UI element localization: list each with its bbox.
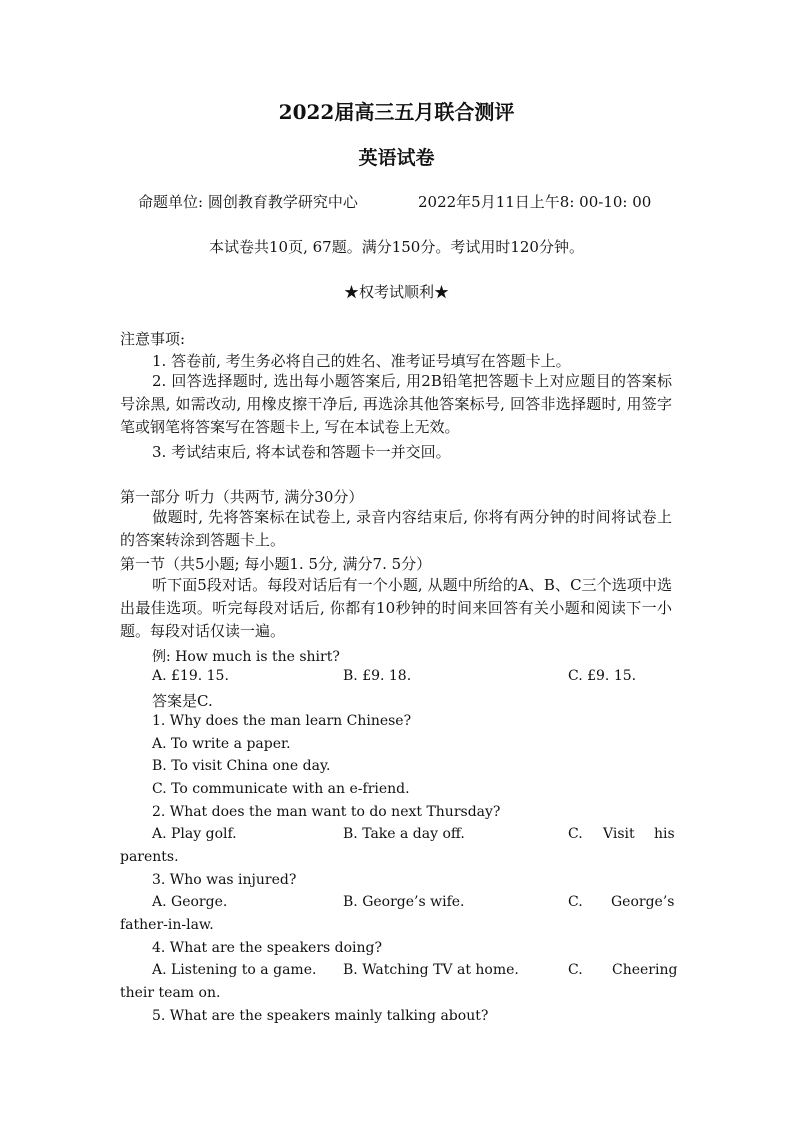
section1-intro: 听下面5段对话。每段对话后有一个小题, 从题中所给的A、B、C三个选项中选出最佳选项。听完每段对话后, 你都有10秒钟的时间来回答有关小题和阅读下一小题。每段对话仅读一遍。 [120, 576, 672, 640]
q1-option-c: C. To communicate with an e-friend. [152, 781, 410, 797]
q3-option-c-label: C. [568, 894, 583, 910]
q1-stem: 1. Why does the man learn Chinese? [152, 713, 412, 729]
example-option-b: B. £9. 18. [343, 668, 412, 684]
q4-option-b: B. Watching TV at home. [343, 962, 519, 978]
q2-option-a: A. Play golf. [152, 826, 237, 842]
exam-motto: ★权考试顺利★ [343, 283, 449, 301]
q2-option-c-word: Visit [603, 826, 635, 842]
example-question: 例: How much is the shirt? [152, 649, 340, 665]
q2-stem: 2. What does the man want to do next Thursday? [152, 804, 501, 820]
q3-stem: 3. Who was injured? [152, 872, 297, 888]
note-item-3: 3. 考试结束后, 将本试卷和答题卡一并交回。 [152, 443, 451, 461]
notes-heading: 注意事项: [120, 330, 186, 348]
q1-option-b: B. To visit China one day. [152, 758, 331, 774]
q4-option-c-word: Cheering [612, 962, 678, 978]
q2-option-c-wrap: parents. [120, 849, 179, 865]
q2-option-c-word2: his [654, 826, 675, 842]
section1-heading: 第一节（共5小题; 每小题1. 5分, 满分7. 5分） [120, 555, 432, 573]
q4-option-c-wrap: their team on. [120, 985, 221, 1001]
exam-subtitle: 英语试卷 [358, 147, 435, 169]
q3-option-c-wrap: father-in-law. [120, 917, 214, 933]
part1-intro: 做题时, 先将答案标在试卷上, 录音内容结束后, 你将有两分钟的时间将试卷上的答案转涂到答题卡上。 [120, 508, 672, 549]
q5-stem: 5. What are the speakers mainly talking about? [152, 1008, 489, 1024]
q3-option-b: B. George’s wife. [343, 894, 465, 910]
exam-organizer: 命题单位: 圆创教育教学研究中心 [138, 193, 358, 211]
q2-option-b: B. Take a day off. [343, 826, 465, 842]
q4-option-a: A. Listening to a game. [152, 962, 317, 978]
example-option-c: C. £9. 15. [568, 668, 637, 684]
q4-option-c-label: C. [568, 962, 583, 978]
exam-time: 2022年5月11日上午8: 00-10: 00 [418, 193, 652, 211]
q2-option-c-label: C. [568, 826, 583, 842]
exam-info: 本试卷共10页, 67题。满分150分。考试用时120分钟。 [209, 238, 584, 256]
q4-stem: 4. What are the speakers doing? [152, 940, 383, 956]
example-answer: 答案是C. [152, 692, 213, 710]
exam-title: 2022届高三五月联合测评 [278, 100, 515, 124]
note-item-2: 2. 回答选择题时, 选出每小题答案后, 用2B铅笔把答题卡上对应题目的答案标号涂黑, 如需改动, 用橡皮擦干净后, 再选涂其他答案标号, 回答非选择题时, 用签字笔或钢笔将答案写在答题卡上, 写在本试卷上无效。 [120, 372, 672, 436]
q3-option-c-word: George’s [611, 894, 675, 910]
note-item-1: 1. 答卷前, 考生务必将自己的姓名、准考证号填写在答题卡上。 [152, 352, 571, 370]
q1-option-a: A. To write a paper. [152, 736, 291, 752]
example-option-a: A. £19. 15. [152, 668, 229, 684]
q3-option-a: A. George. [152, 894, 228, 910]
part1-heading: 第一部分 听力（共两节, 满分30分） [120, 488, 364, 506]
